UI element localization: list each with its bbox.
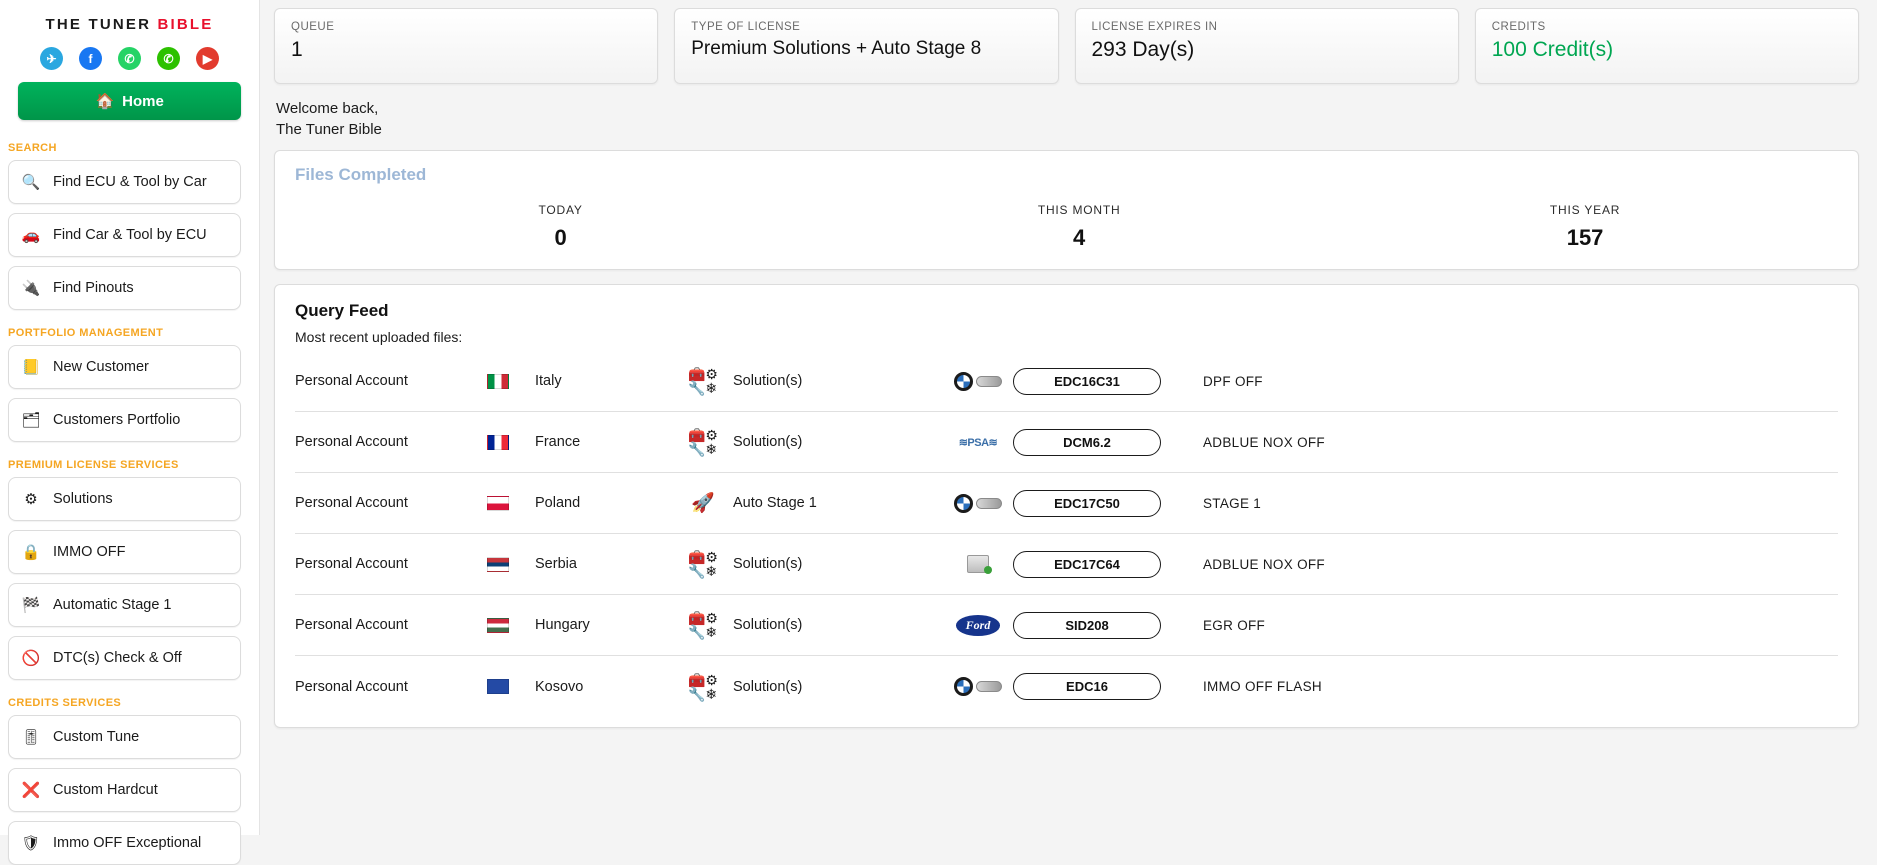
sidebar-item-new-customer[interactable] xyxy=(8,345,241,389)
stat-value: 100 Credit(s) xyxy=(1491,38,1614,61)
sidebar xyxy=(0,0,260,852)
sidebar-group-label-search: SEARCH xyxy=(8,142,57,154)
row-country: Poland xyxy=(535,495,581,511)
stat-label: LICENSE EXPIRES IN xyxy=(1091,21,1218,33)
table-row[interactable] xyxy=(295,595,1838,656)
sidebar-item-find-pinouts[interactable] xyxy=(8,266,241,310)
solutions-icon: 🧰⚙ 🔧❄ xyxy=(688,610,718,640)
row-service: EGR OFF xyxy=(1203,617,1266,633)
magnifier-icon: 🔍 xyxy=(21,174,41,191)
sidebar-item-label: DTC(s) Check & Off xyxy=(53,650,182,666)
sidebar-item-label: Find Car & Tool by ECU xyxy=(53,227,207,243)
hardcut-icon: ❌ xyxy=(21,782,41,799)
stat-label: QUEUE xyxy=(291,21,335,33)
youtube-icon[interactable]: ▶ xyxy=(196,47,219,70)
row-ecu xyxy=(1013,673,1203,700)
row-ecu xyxy=(1013,612,1203,639)
sidebar-item-label: Customers Portfolio xyxy=(53,412,181,428)
sidebar-item-label: Find Pinouts xyxy=(53,280,134,296)
main-content xyxy=(260,0,1877,835)
brand-name-part2: BIBLE xyxy=(157,16,214,33)
welcome-line-2: The Tuner Bible xyxy=(276,121,382,138)
bmw-logo-icon xyxy=(943,372,1013,391)
stat-label: CREDITS xyxy=(1491,21,1546,33)
solutions-icon: 🧰⚙ 🔧❄ xyxy=(688,671,718,702)
sidebar-item-find-car-by-ecu[interactable] xyxy=(8,213,241,257)
row-account: Personal Account xyxy=(295,617,408,633)
wechat-icon[interactable]: ✆ xyxy=(157,47,180,70)
rocket-icon: 🚀 xyxy=(691,492,715,514)
sidebar-item-label: New Customer xyxy=(53,359,149,375)
flag-icon: 🏁 xyxy=(21,597,41,614)
home-button-label: Home xyxy=(122,92,164,110)
sidebar-item-automatic-stage-1[interactable] xyxy=(8,583,241,627)
column-label: TODAY xyxy=(538,203,583,217)
row-type: Solution(s) xyxy=(733,434,803,450)
files-completed-columns xyxy=(295,203,1838,251)
lock-icon: 🔒 xyxy=(21,544,41,561)
sidebar-item-immo-off[interactable] xyxy=(8,530,241,574)
row-country: Serbia xyxy=(535,556,577,572)
row-service: ADBLUE NOX OFF xyxy=(1203,434,1325,450)
query-feed-panel xyxy=(274,284,1859,728)
ecu-badge: EDC17C50 xyxy=(1013,490,1161,517)
ecu-badge: EDC16C31 xyxy=(1013,368,1161,395)
column-label: THIS YEAR xyxy=(1549,203,1621,217)
flag-icon xyxy=(487,557,513,572)
stat-card-queue xyxy=(274,8,658,84)
whatsapp-icon[interactable]: ✆ xyxy=(118,47,141,70)
house-icon: 🏠 xyxy=(95,93,115,110)
generic-ecu-icon xyxy=(943,555,1013,573)
files-completed-today xyxy=(295,203,826,251)
tune-icon: 🎚 xyxy=(21,729,41,746)
welcome-message xyxy=(274,84,1859,150)
row-country: France xyxy=(535,434,581,450)
table-row[interactable] xyxy=(295,351,1838,412)
sidebar-item-find-ecu-by-car[interactable] xyxy=(8,160,241,204)
home-button[interactable] xyxy=(18,82,241,120)
row-account: Personal Account xyxy=(295,373,408,389)
flag-icon xyxy=(487,618,513,633)
plug-icon: 🔌 xyxy=(21,280,41,297)
row-type: Solution(s) xyxy=(733,373,803,389)
column-value: 157 xyxy=(1566,225,1604,250)
gear-icon: ⚙ xyxy=(24,491,38,508)
flag-icon xyxy=(487,679,513,694)
row-type: Solution(s) xyxy=(733,617,803,633)
sidebar-item-custom-hardcut[interactable] xyxy=(8,768,241,812)
sidebar-item-label: IMMO OFF xyxy=(53,544,126,560)
column-value: 0 xyxy=(554,225,567,250)
telegram-icon[interactable]: ✈ xyxy=(40,47,63,70)
stat-value: 1 xyxy=(291,38,303,61)
sidebar-item-label: Automatic Stage 1 xyxy=(53,597,172,613)
folder-people-icon: 🗂 xyxy=(21,412,41,429)
sidebar-item-dtc-check-off[interactable] xyxy=(8,636,241,680)
row-account: Personal Account xyxy=(295,495,408,511)
column-label: THIS MONTH xyxy=(1037,203,1121,217)
row-country: Kosovo xyxy=(535,678,584,695)
column-value: 4 xyxy=(1073,225,1086,250)
brand-name-part1: THE TUNER xyxy=(45,16,152,33)
sidebar-group-label-credits: CREDITS SERVICES xyxy=(8,697,122,709)
sidebar-item-label: Find ECU & Tool by Car xyxy=(53,174,207,190)
ecu-badge: EDC17C64 xyxy=(1013,551,1161,578)
stat-label: TYPE OF LICENSE xyxy=(691,21,801,33)
flag-icon xyxy=(487,374,513,389)
row-ecu xyxy=(1013,490,1203,517)
row-service: STAGE 1 xyxy=(1203,495,1262,511)
row-ecu xyxy=(1013,429,1203,456)
files-completed-this-month xyxy=(826,203,1332,251)
sidebar-item-label: Solutions xyxy=(53,491,113,507)
files-completed-panel xyxy=(274,150,1859,270)
stat-card-license-type xyxy=(674,8,1058,84)
flag-icon xyxy=(487,435,513,450)
bmw-logo-icon xyxy=(943,494,1013,513)
row-country: Hungary xyxy=(535,617,590,633)
sidebar-item-solutions[interactable] xyxy=(8,477,241,521)
solutions-icon: 🧰⚙ 🔧❄ xyxy=(688,549,718,579)
row-ecu xyxy=(1013,368,1203,395)
files-completed-this-year xyxy=(1332,203,1838,251)
brand-logo xyxy=(0,0,259,43)
row-account: Personal Account xyxy=(295,434,408,450)
bmw-logo-icon xyxy=(943,677,1013,696)
sidebar-group-label-portfolio: PORTFOLIO MANAGEMENT xyxy=(8,327,164,339)
row-service: DPF OFF xyxy=(1203,373,1263,389)
row-type: Auto Stage 1 xyxy=(733,495,817,511)
sidebar-item-custom-tune[interactable] xyxy=(8,715,241,759)
solutions-icon: 🧰⚙ 🔧❄ xyxy=(688,366,718,396)
psa-logo-icon: ≋PSA≋ xyxy=(958,436,998,449)
social-links xyxy=(0,43,259,82)
row-account: Personal Account xyxy=(295,556,408,572)
row-type: Solution(s) xyxy=(733,678,803,695)
sidebar-item-customers-portfolio[interactable] xyxy=(8,398,241,442)
row-account: Personal Account xyxy=(295,678,408,695)
stat-card-credits xyxy=(1475,8,1859,84)
immo-exceptional-icon: 🛡 xyxy=(21,835,41,852)
sidebar-item-label: Immo OFF Exceptional xyxy=(53,835,202,851)
car-icon: 🚗 xyxy=(21,227,41,244)
row-service: ADBLUE NOX OFF xyxy=(1203,556,1325,572)
files-completed-title: Files Completed xyxy=(295,165,427,184)
query-feed-subtitle: Most recent uploaded files: xyxy=(295,329,463,345)
row-country: Italy xyxy=(535,373,562,389)
row-ecu xyxy=(1013,551,1203,578)
ecu-badge: EDC16 xyxy=(1013,673,1161,700)
sidebar-item-label: Custom Tune xyxy=(53,729,140,745)
stat-value: 293 Day(s) xyxy=(1091,38,1195,61)
no-entry-icon: 🚫 xyxy=(21,650,41,667)
sidebar-item-immo-off-exceptional[interactable] xyxy=(8,821,241,865)
sidebar-item-label: Custom Hardcut xyxy=(53,782,158,798)
table-row[interactable] xyxy=(295,412,1838,473)
query-feed-title: Query Feed xyxy=(295,301,389,320)
ecu-badge: DCM6.2 xyxy=(1013,429,1161,456)
sidebar-group-label-premium: PREMIUM LICENSE SERVICES xyxy=(8,459,179,471)
facebook-icon[interactable]: f xyxy=(79,47,102,70)
ecu-badge: SID208 xyxy=(1013,612,1161,639)
row-service: IMMO OFF FLASH xyxy=(1203,679,1322,694)
row-type: Solution(s) xyxy=(733,556,803,572)
stat-card-license-expiry xyxy=(1075,8,1459,84)
table-row[interactable] xyxy=(295,534,1838,595)
stat-cards xyxy=(274,8,1859,84)
id-card-icon: 📒 xyxy=(21,359,41,376)
stat-value: Premium Solutions + Auto Stage 8 xyxy=(691,38,982,59)
flag-icon xyxy=(487,496,513,511)
ford-logo-icon: Ford xyxy=(943,615,1013,636)
welcome-line-1: Welcome back, xyxy=(276,100,379,117)
solutions-icon: 🧰⚙ 🔧❄ xyxy=(688,427,718,457)
table-row[interactable] xyxy=(295,656,1838,717)
table-row[interactable] xyxy=(295,473,1838,534)
